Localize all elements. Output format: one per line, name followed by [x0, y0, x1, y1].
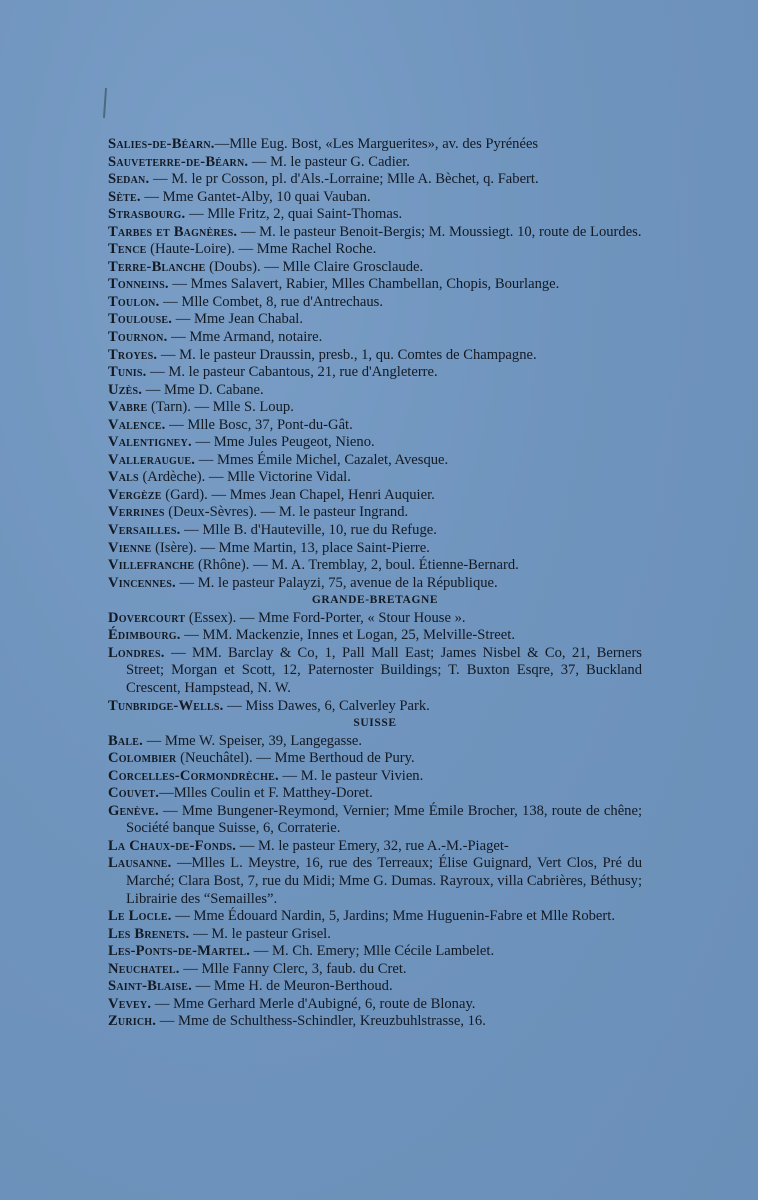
- place-name: Valleraugue.: [108, 451, 196, 468]
- entry-details: — Mme Gantet-Alby, 10 quai Vauban.: [140, 188, 371, 205]
- list-item: [108, 575, 642, 593]
- list-item: [108, 926, 642, 944]
- section-heading-suisse: SUISSE: [353, 717, 397, 730]
- entry-details: (Tarn). — Mlle S. Loup.: [147, 399, 294, 416]
- place-name: Le Locle.: [108, 908, 172, 925]
- place-name: Dovercourt: [108, 609, 186, 626]
- list-item: [108, 1013, 642, 1031]
- place-name: Londres.: [108, 644, 165, 661]
- entry-details: (Rhône). — M. A. Tremblay, 2, boul. Étienne-Bernard.: [194, 557, 519, 574]
- entry-details: (Neuchâtel). — Mme Berthoud de Pury.: [176, 750, 415, 767]
- entry-details: — Mme D. Cabane.: [142, 381, 264, 398]
- entry-details: — M. le pasteur Emery, 32, rue A.-M.-Piaget-: [236, 837, 509, 854]
- france-entries: [108, 136, 642, 592]
- list-item: [108, 171, 642, 189]
- list-item: [108, 645, 642, 698]
- place-name: Vienne: [108, 539, 152, 556]
- list-item: [108, 154, 642, 172]
- place-name: Salies-de-Béarn.: [108, 136, 215, 152]
- list-item: [108, 276, 642, 294]
- list-item: [108, 347, 642, 365]
- place-name: Tence: [108, 241, 147, 258]
- place-name: Tonneins.: [108, 276, 169, 293]
- list-item: [108, 399, 642, 417]
- place-name: Colombier: [108, 750, 177, 767]
- place-name: Corcelles-Cormondrèche.: [108, 767, 279, 784]
- list-item: [108, 855, 642, 908]
- entry-details: — Mme Édouard Nardin, 5, Jardins; Mme Huguenin-Fabre et Mlle Robert.: [171, 908, 615, 925]
- entry-details: (Doubs). — Mlle Claire Grosclaude.: [205, 258, 424, 275]
- list-item: [108, 329, 642, 347]
- list-item: [108, 241, 642, 259]
- entry-details: — M. le pasteur Benoit-Bergis; M. Moussiegt. 10, route de Lourdes.: [237, 223, 642, 240]
- list-item: [108, 136, 642, 154]
- list-item: [108, 803, 642, 838]
- entry-details: — Mme H. de Meuron-Berthoud.: [191, 978, 393, 995]
- entry-details: (Gard). — Mmes Jean Chapel, Henri Auquier.: [161, 486, 435, 503]
- list-item: [108, 206, 642, 224]
- entry-details: — Mme W. Speiser, 39, Langegasse.: [142, 732, 363, 749]
- place-name: Édimbourg.: [108, 627, 181, 644]
- list-item: [108, 259, 642, 277]
- list-item: [108, 487, 642, 505]
- list-item: [108, 785, 642, 803]
- place-name: Tunbridge-Wells.: [108, 697, 224, 714]
- entry-details: — Mlle Combet, 8, rue d'Antrechaus.: [159, 293, 383, 310]
- place-name: Valentigney.: [108, 434, 192, 451]
- place-name: Toulouse.: [108, 311, 173, 328]
- place-name: Neuchatel.: [108, 960, 180, 977]
- list-item: [108, 311, 642, 329]
- entry-details: — Mmes Émile Michel, Cazalet, Avesque.: [195, 451, 449, 468]
- list-item: [108, 294, 642, 312]
- place-name: Couvet.: [108, 785, 160, 802]
- entry-details: (Essex). — Mme Ford-Porter, « Stour House ».: [185, 609, 466, 626]
- entry-details: — Mmes Salavert, Rabier, Mlles Chambellan, Chopis, Bourlange.: [168, 276, 560, 293]
- entry-details: — Mme Jean Chabal.: [172, 311, 304, 328]
- list-item: [108, 224, 642, 242]
- entry-details: — Mlle Fanny Clerc, 3, faub. du Cret.: [179, 960, 407, 977]
- list-item: [108, 452, 642, 470]
- place-name: Vevey.: [108, 995, 152, 1012]
- list-item: [108, 996, 642, 1014]
- entry-details: — M. le pasteur Grisel.: [189, 925, 331, 942]
- list-item: [108, 733, 642, 751]
- entry-details: — Mlle Bosc, 37, Pont-du-Gât.: [165, 416, 353, 433]
- place-name: Sauveterre-de-Béarn.: [108, 153, 249, 170]
- place-name: Valence.: [108, 416, 166, 433]
- list-item: [108, 961, 642, 979]
- entry-details: — M. le pasteur Vivien.: [278, 767, 424, 784]
- entry-details: —Mlles L. Meystre, 16, rue des Terreaux; Élise Guignard, Vert Clos, Pré du Marché; Clara Bost, 7, rue du Midi; Mme G. Dumas. Rayroux, villa Cabrières, Béthusy; Librairie des “Semailles”.: [126, 855, 642, 907]
- entry-details: — Mme Gerhard Merle d'Aubigné, 6, route de Blonay.: [151, 995, 476, 1012]
- place-name: Verrines: [108, 504, 165, 521]
- place-name: Terre-Blanche: [108, 258, 206, 275]
- entry-details: — M. le pasteur Cabantous, 21, rue d'Angleterre.: [146, 364, 438, 381]
- entry-details: — Mme Bungener-Reymond, Vernier; Mme Émile Brocher, 138, route de chêne; Société banque Suisse, 6, Corraterie.: [126, 802, 642, 837]
- place-name: Sedan.: [108, 171, 150, 188]
- place-name: Tarbes et Bagnères.: [108, 223, 238, 240]
- entry-details: — M. Ch. Emery; Mlle Cécile Lambelet.: [250, 943, 495, 960]
- section-heading-grande-bretagne: GRANDE-BRETAGNE: [311, 594, 439, 607]
- place-name: Zurich.: [108, 1013, 157, 1030]
- list-item: [108, 434, 642, 452]
- list-item: [108, 627, 642, 645]
- place-name: Villefranche: [108, 557, 195, 574]
- place-name: Saint-Blaise.: [108, 978, 192, 995]
- entry-details: — MM. Barclay & Co, 1, Pall Mall East; James Nisbel & Co, 21, Berners Street; Morgan et Scott, 12, Paternoster Buildings; T. Buxton Esqre, 37, Buckland Crescent, Hampstead, N. W.: [126, 644, 642, 696]
- list-item: [108, 469, 642, 487]
- entry-details: (Haute-Loire). — Mme Rachel Roche.: [146, 241, 377, 258]
- place-name: Lausanne.: [108, 855, 172, 872]
- entry-details: — Mme de Schulthess-Schindler, Kreuzbuhlstrasse, 16.: [156, 1013, 486, 1030]
- list-item: [108, 417, 642, 435]
- list-item: [108, 557, 642, 575]
- list-item: [108, 698, 642, 716]
- place-name: Toulon.: [108, 293, 160, 310]
- place-name: Les Brenets.: [108, 925, 190, 942]
- list-item: [108, 750, 642, 768]
- ink-mark: [103, 88, 107, 118]
- entry-details: — Mlle Fritz, 2, quai Saint-Thomas.: [185, 206, 403, 223]
- suisse-entries: [108, 733, 642, 1031]
- entry-details: —Mlles Coulin et F. Matthey-Doret.: [159, 785, 373, 802]
- list-item: [108, 189, 642, 207]
- place-name: Uzès.: [108, 381, 143, 398]
- place-name: Vincennes.: [108, 574, 176, 591]
- list-item: [108, 768, 642, 786]
- list-item: [108, 943, 642, 961]
- entry-details: — M. le pasteur G. Cadier.: [248, 153, 410, 170]
- entry-details: — Mme Armand, notaire.: [167, 329, 323, 346]
- entry-details: — MM. Mackenzie, Innes et Logan, 25, Melville-Street.: [180, 627, 515, 644]
- list-item: [108, 978, 642, 996]
- entry-details: — M. le pr Cosson, pl. d'Als.-Lorraine; Mlle A. Bèchet, q. Fabert.: [149, 171, 539, 188]
- place-name: Vergèze: [108, 486, 162, 503]
- place-name: Vals: [108, 469, 139, 486]
- list-item: [108, 522, 642, 540]
- entry-details: — Mlle B. d'Hauteville, 10, rue du Refuge.: [180, 522, 437, 539]
- entry-details: — M. le pasteur Draussin, presb., 1, qu. Comtes de Champagne.: [157, 346, 537, 363]
- list-item: [108, 908, 642, 926]
- place-name: Strasbourg.: [108, 206, 186, 223]
- place-name: Les-Ponts-de-Martel.: [108, 943, 251, 960]
- place-name: Versailles.: [108, 522, 181, 539]
- list-item: [108, 364, 642, 382]
- entry-details: — Miss Dawes, 6, Calverley Park.: [223, 697, 430, 714]
- place-name: Genève.: [108, 802, 159, 819]
- list-item: [108, 504, 642, 522]
- place-name: Troyes.: [108, 346, 158, 363]
- entry-details: (Deux-Sèvres). — M. le pasteur Ingrand.: [164, 504, 409, 521]
- entry-details: — M. le pasteur Palayzi, 75, avenue de la République.: [175, 574, 498, 591]
- grande-bretagne-entries: [108, 610, 642, 715]
- place-name: La Chaux-de-Fonds.: [108, 837, 237, 854]
- list-item: [108, 610, 642, 628]
- place-name: Tunis.: [108, 364, 147, 381]
- place-name: Vabre: [108, 399, 148, 416]
- place-name: Bale.: [108, 732, 143, 749]
- entry-details: — Mme Jules Peugeot, Nieno.: [191, 434, 375, 451]
- entry-details: (Ardèche). — Mlle Victorine Vidal.: [138, 469, 351, 486]
- place-name: Sète.: [108, 188, 141, 205]
- list-item: [108, 382, 642, 400]
- entry-details: (Isère). — Mme Martin, 13, place Saint-Pierre.: [151, 539, 430, 556]
- list-item: [108, 540, 642, 558]
- entry-details: —Mlle Eug. Bost, «Les Marguerites», av. des Pyrénées: [214, 136, 539, 152]
- list-item: [108, 838, 642, 856]
- address-list: [108, 136, 642, 1031]
- place-name: Tournon.: [108, 329, 168, 346]
